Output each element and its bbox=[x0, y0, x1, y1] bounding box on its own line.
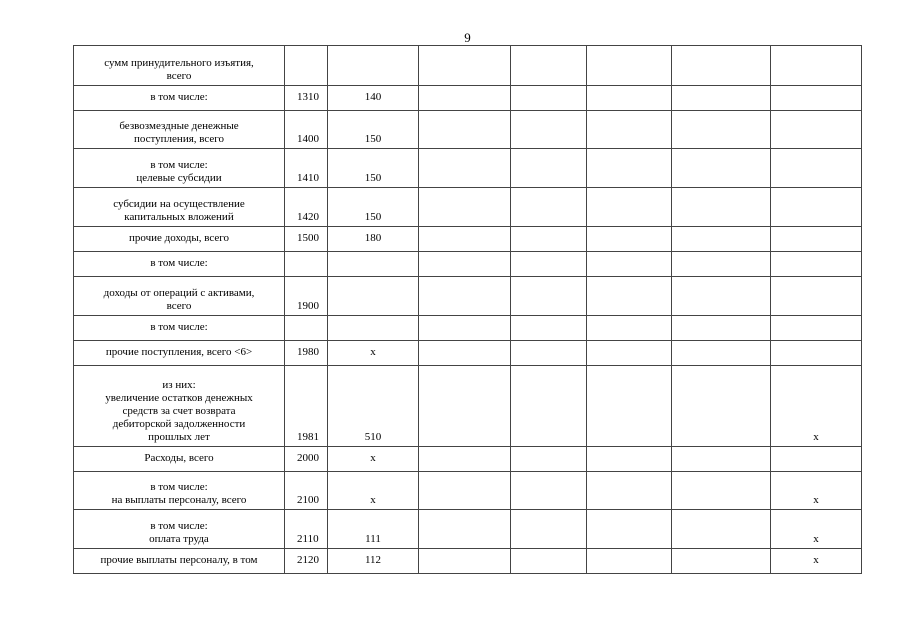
row-kbk: x bbox=[328, 447, 419, 472]
empty-cell bbox=[511, 472, 587, 510]
row-mark bbox=[771, 447, 862, 472]
empty-cell bbox=[672, 341, 771, 366]
row-name: в том числе: bbox=[150, 256, 208, 269]
empty-cell bbox=[587, 227, 672, 252]
row-code bbox=[285, 252, 328, 277]
row-name-cell bbox=[74, 316, 285, 341]
empty-cell bbox=[672, 447, 771, 472]
row-name-cell bbox=[74, 86, 285, 111]
empty-cell bbox=[419, 366, 511, 447]
row-name-cell bbox=[74, 227, 285, 252]
table-row bbox=[74, 316, 862, 341]
row-kbk: x bbox=[328, 472, 419, 510]
row-mark: x bbox=[771, 549, 862, 574]
row-mark bbox=[771, 316, 862, 341]
empty-cell bbox=[419, 86, 511, 111]
empty-cell bbox=[419, 472, 511, 510]
empty-cell bbox=[587, 277, 672, 316]
row-name-cell bbox=[74, 366, 285, 447]
empty-cell bbox=[511, 549, 587, 574]
empty-cell bbox=[511, 277, 587, 316]
table-row bbox=[74, 510, 862, 549]
row-kbk: 150 bbox=[328, 188, 419, 227]
empty-cell bbox=[511, 149, 587, 188]
row-mark bbox=[771, 111, 862, 149]
empty-cell bbox=[672, 252, 771, 277]
row-kbk: 510 bbox=[328, 366, 419, 447]
row-name-cell bbox=[74, 46, 285, 86]
row-name: сумм принудительного изъятия, всего bbox=[104, 57, 254, 82]
empty-cell bbox=[419, 188, 511, 227]
row-name-cell bbox=[74, 472, 285, 510]
row-name-cell bbox=[74, 252, 285, 277]
row-mark bbox=[771, 46, 862, 86]
row-name-cell bbox=[74, 549, 285, 574]
row-kbk bbox=[328, 316, 419, 341]
empty-cell bbox=[672, 188, 771, 227]
row-name: в том числе: bbox=[150, 90, 208, 103]
row-name: прочие поступления, всего <6> bbox=[105, 345, 253, 358]
row-mark bbox=[771, 341, 862, 366]
row-kbk: 140 bbox=[328, 86, 419, 111]
empty-cell bbox=[587, 111, 672, 149]
empty-cell bbox=[587, 316, 672, 341]
empty-cell bbox=[587, 472, 672, 510]
empty-cell bbox=[672, 366, 771, 447]
table-row bbox=[74, 86, 862, 111]
row-code: 2110 bbox=[285, 510, 328, 549]
empty-cell bbox=[511, 111, 587, 149]
empty-cell bbox=[672, 472, 771, 510]
row-code: 1420 bbox=[285, 188, 328, 227]
row-name: прочие выплаты персоналу, в том bbox=[100, 553, 258, 566]
empty-cell bbox=[587, 46, 672, 86]
empty-cell bbox=[672, 46, 771, 86]
row-kbk: 180 bbox=[328, 227, 419, 252]
row-name-cell bbox=[74, 510, 285, 549]
row-name: в том числе: bbox=[150, 320, 208, 333]
row-name: безвозмездные денежные поступления, всего bbox=[119, 120, 239, 145]
empty-cell bbox=[419, 447, 511, 472]
row-mark bbox=[771, 149, 862, 188]
row-code: 1980 bbox=[285, 341, 328, 366]
empty-cell bbox=[419, 46, 511, 86]
empty-cell bbox=[511, 447, 587, 472]
row-code: 1400 bbox=[285, 111, 328, 149]
empty-cell bbox=[419, 111, 511, 149]
empty-cell bbox=[672, 111, 771, 149]
row-name: в том числе: на выплаты персоналу, всего bbox=[111, 481, 247, 506]
empty-cell bbox=[419, 227, 511, 252]
empty-cell bbox=[672, 510, 771, 549]
row-code: 1310 bbox=[285, 86, 328, 111]
row-kbk: 150 bbox=[328, 111, 419, 149]
table-row bbox=[74, 46, 862, 86]
row-name-cell bbox=[74, 149, 285, 188]
empty-cell bbox=[511, 227, 587, 252]
row-mark: x bbox=[771, 472, 862, 510]
row-mark bbox=[771, 277, 862, 316]
empty-cell bbox=[419, 252, 511, 277]
row-name: в том числе: целевые субсидии bbox=[136, 159, 222, 184]
row-mark bbox=[771, 252, 862, 277]
row-mark: x bbox=[771, 510, 862, 549]
empty-cell bbox=[419, 510, 511, 549]
empty-cell bbox=[511, 510, 587, 549]
row-kbk: 111 bbox=[328, 510, 419, 549]
row-code bbox=[285, 316, 328, 341]
page-number: 9 bbox=[464, 30, 471, 45]
empty-cell bbox=[511, 86, 587, 111]
row-mark bbox=[771, 86, 862, 111]
empty-cell bbox=[672, 316, 771, 341]
row-kbk: x bbox=[328, 341, 419, 366]
row-code: 1900 bbox=[285, 277, 328, 316]
empty-cell bbox=[587, 252, 672, 277]
row-name: из них: увеличение остатков денежных средств за счет возврата дебиторской задолженности прошлых лет bbox=[105, 379, 253, 443]
empty-cell bbox=[672, 149, 771, 188]
table-row bbox=[74, 472, 862, 510]
empty-cell bbox=[511, 46, 587, 86]
empty-cell bbox=[587, 510, 672, 549]
empty-cell bbox=[672, 227, 771, 252]
table-row bbox=[74, 111, 862, 149]
table-row bbox=[74, 447, 862, 472]
financial-table bbox=[73, 45, 862, 574]
row-name-cell bbox=[74, 188, 285, 227]
empty-cell bbox=[419, 316, 511, 341]
row-mark bbox=[771, 188, 862, 227]
table-row bbox=[74, 366, 862, 447]
table-row bbox=[74, 149, 862, 188]
row-mark: x bbox=[771, 366, 862, 447]
table-row bbox=[74, 341, 862, 366]
table-row bbox=[74, 549, 862, 574]
table-row bbox=[74, 227, 862, 252]
row-kbk: 112 bbox=[328, 549, 419, 574]
empty-cell bbox=[511, 316, 587, 341]
row-code: 2000 bbox=[285, 447, 328, 472]
empty-cell bbox=[587, 366, 672, 447]
empty-cell bbox=[511, 252, 587, 277]
table-row bbox=[74, 252, 862, 277]
row-code bbox=[285, 46, 328, 86]
empty-cell bbox=[672, 549, 771, 574]
row-name: субсидии на осуществление капитальных вложений bbox=[113, 198, 245, 223]
row-name-cell bbox=[74, 111, 285, 149]
row-kbk bbox=[328, 46, 419, 86]
row-code: 1500 bbox=[285, 227, 328, 252]
empty-cell bbox=[511, 188, 587, 227]
empty-cell bbox=[419, 149, 511, 188]
row-kbk bbox=[328, 277, 419, 316]
empty-cell bbox=[587, 149, 672, 188]
row-code: 1410 bbox=[285, 149, 328, 188]
empty-cell bbox=[587, 447, 672, 472]
row-kbk: 150 bbox=[328, 149, 419, 188]
empty-cell bbox=[672, 86, 771, 111]
row-name: прочие доходы, всего bbox=[129, 231, 229, 244]
row-code: 2120 bbox=[285, 549, 328, 574]
empty-cell bbox=[672, 277, 771, 316]
empty-cell bbox=[511, 366, 587, 447]
row-name: в том числе: оплата труда bbox=[149, 520, 209, 545]
empty-cell bbox=[587, 188, 672, 227]
table-row bbox=[74, 277, 862, 316]
table-row bbox=[74, 188, 862, 227]
row-name-cell bbox=[74, 447, 285, 472]
empty-cell bbox=[511, 341, 587, 366]
row-mark bbox=[771, 227, 862, 252]
empty-cell bbox=[587, 549, 672, 574]
row-code: 2100 bbox=[285, 472, 328, 510]
row-name: доходы от операций с активами, всего bbox=[103, 287, 255, 312]
empty-cell bbox=[587, 86, 672, 111]
row-name-cell bbox=[74, 341, 285, 366]
row-name: Расходы, всего bbox=[144, 451, 214, 464]
row-name-cell bbox=[74, 277, 285, 316]
empty-cell bbox=[419, 277, 511, 316]
row-code: 1981 bbox=[285, 366, 328, 447]
row-kbk bbox=[328, 252, 419, 277]
empty-cell bbox=[419, 341, 511, 366]
empty-cell bbox=[587, 341, 672, 366]
empty-cell bbox=[419, 549, 511, 574]
